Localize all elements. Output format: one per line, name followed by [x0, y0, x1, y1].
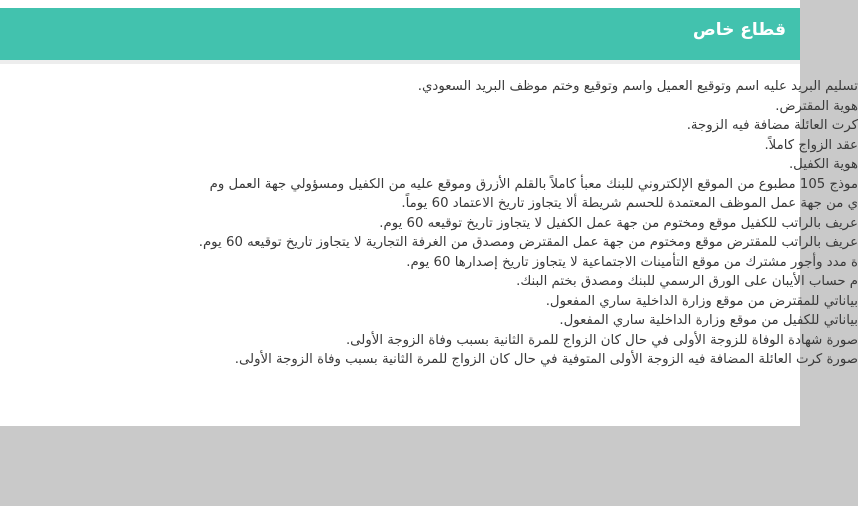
- list-item: بياناتي للمقترض من موقع وزارة الداخلية ساري المفعول.: [545, 293, 858, 309]
- list-item: بياناتي للكفيل من موقع وزارة الداخلية ساري المفعول.: [559, 313, 858, 328]
- list-item: تسليم البريد عليه اسم وتوقيع العميل واسم وتوقيع وختم موظف البريد السعودي.: [417, 79, 858, 94]
- required-documents-list: [199, 77, 858, 370]
- section-title: قطاع خاص: [692, 20, 786, 40]
- section-header[interactable]: [0, 8, 800, 60]
- list-item: صورة كرت العائلة المضافة فيه الزوجة الأولى المتوفية في حال كان الزواج للمرة الثانية بسبب وفاة الزوجة الأولى.: [234, 352, 858, 367]
- list-item: عقد الزواج كاملاً.: [764, 137, 858, 153]
- list-item: صورة شهادة الوفاة للزوجة الأولى في حال كان الزواج للمرة الثانية بسبب وفاة الزوجة الأولى.: [345, 332, 858, 348]
- list-item: عريف بالراتب للكفيل موقع ومختوم من جهة عمل الكفيل لا يتجاوز تاريخ توقيعه 60 يوم.: [379, 215, 858, 231]
- list-item: م حساب الأيبان على الورق الرسمي للبنك ومصدق بختم البنك.: [516, 274, 858, 289]
- list-item: كرت العائلة مضافة فيه الزوجة.: [686, 118, 858, 133]
- list-item: ي من جهة عمل الموظف المعتمدة للحسم شريطة ألا يتجاوز تاريخ الاعتماد 60 يوماً.: [401, 196, 858, 211]
- list-item: هوية الكفيل.: [788, 157, 858, 172]
- divider: [0, 60, 800, 64]
- list-item: موذج 105 مطبوع من الموقع الإلكتروني للبنك معبأ كاملاً بالقلم الأزرق وموقع عليه من الكفيل ومسؤولي جهة العمل وم: [209, 176, 858, 192]
- list-item: هوية المقترض.: [775, 98, 858, 114]
- list-item: عريف بالراتب للمقترض موقع ومختوم من جهة عمل المقترض ومصدق من الغرفة التجارية لا يتجاوز تاريخ توقيعه 60 يوم.: [198, 235, 858, 250]
- list-item: ة مدد وأجور مشترك من موقع التأمينات الاجتماعية لا يتجاوز تاريخ إصدارها 60 يوم.: [406, 254, 858, 270]
